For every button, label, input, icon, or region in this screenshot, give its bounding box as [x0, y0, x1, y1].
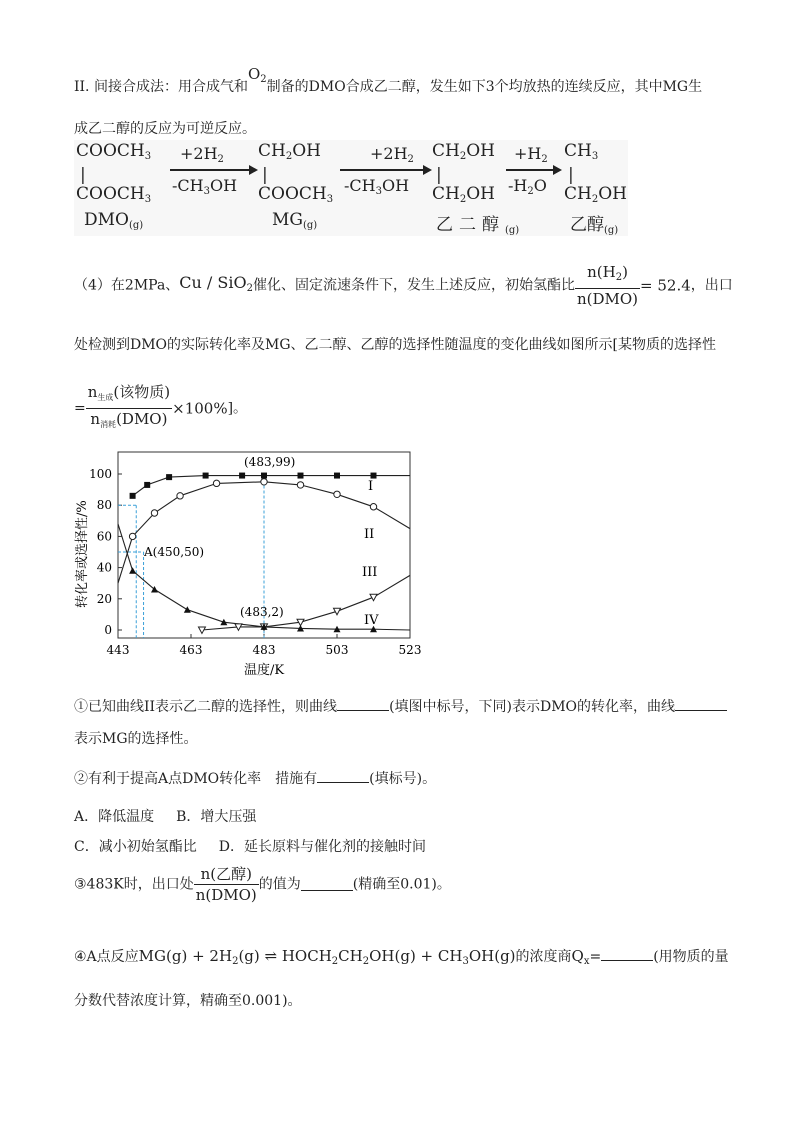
selectivity-chart — [72, 448, 422, 678]
x-tick-label: 443 — [106, 643, 130, 657]
eq-sub-ch3: 3 — [462, 956, 469, 967]
eq-part-b: (g) ⇌ HOCH — [238, 947, 332, 965]
q2-options-row1 — [74, 806, 256, 826]
marker-square — [130, 493, 136, 499]
marker-square — [144, 482, 150, 488]
marker-triangle-down — [370, 594, 377, 601]
label-ethanol — [570, 210, 618, 236]
selectivity-formula — [74, 382, 247, 435]
q4-blank[interactable] — [601, 948, 653, 961]
q1-text-a: ①已知曲线II表示乙二醇的选择性，则曲线 — [74, 699, 338, 715]
ethanol-dmo-ratio — [194, 864, 259, 905]
marker-circle — [261, 479, 267, 485]
intro-line1 — [74, 65, 703, 97]
marker-square — [166, 474, 172, 480]
y-tick-label: 60 — [96, 529, 112, 544]
q2-options-row2 — [74, 836, 426, 856]
arrow3-bot-text: -H — [508, 176, 528, 195]
arrow3-top-text: +H — [514, 144, 542, 163]
label-et-text: 乙醇 — [570, 215, 604, 235]
option-b[interactable]: B．增大压强 — [176, 809, 257, 825]
eg-bottom-ch: CH — [432, 184, 460, 204]
series-line-III — [202, 575, 410, 630]
arrow1-bot-text: -CH — [172, 176, 204, 195]
arrow2-top-sub: 2 — [407, 154, 414, 165]
axis-ticks — [89, 467, 421, 657]
q3-den: n(DMO) — [195, 886, 257, 904]
et-top-ch: CH — [564, 141, 592, 161]
q3-text-c: (精确至0.01)。 — [352, 876, 451, 893]
arrow2-top-text: +2H — [370, 144, 408, 163]
sel-mult: ×100% — [172, 399, 228, 418]
arrow1-top-sub: 2 — [217, 154, 224, 165]
label-mg-phase: (g) — [303, 220, 318, 231]
q4-line1 — [74, 262, 733, 309]
mg-structure: $CH_2OH$ | $COOCH_3$ — [258, 141, 334, 205]
q3-blank[interactable] — [301, 878, 353, 891]
y-tick-label: 20 — [96, 591, 112, 606]
y-tick-label: 80 — [96, 498, 112, 513]
intro-line2: 成乙二醇的反应为可逆反应。 — [74, 121, 256, 137]
marker-triangle-up — [129, 567, 136, 574]
label-eg-text: 乙二醇 — [436, 215, 505, 235]
ratio-num-tail: ) — [622, 263, 628, 281]
marker-square — [239, 473, 245, 479]
series-label-III: III — [362, 565, 378, 580]
arrow3-bot-tail: O — [533, 176, 547, 195]
arrow1-bottom-label — [172, 176, 237, 197]
x-tick-label: 503 — [325, 643, 349, 657]
mg-bottom-sub: 3 — [326, 194, 334, 205]
q1-blank-1[interactable] — [337, 698, 389, 711]
selectivity-fraction — [86, 382, 172, 435]
marker-circle — [297, 482, 303, 488]
q4-line2: 处检测到DMO的实际转化率及MG、乙二醇、乙醇的选择性随温度的变化曲线如图所示[某物质的选择性 — [74, 337, 717, 353]
mg-top-sub: 2 — [285, 151, 293, 162]
arrow2-bot-text: -CH — [344, 176, 376, 195]
q4-sub-line2: 分数代替浓度计算，精确至0.001)。 — [74, 993, 302, 1009]
q1-line1 — [74, 696, 727, 716]
option-c[interactable]: C．减小初始氢酯比 — [74, 839, 197, 855]
marker-square — [334, 473, 340, 479]
arrow1 — [170, 169, 256, 171]
q4-part1: （4）在2MPa、 — [74, 277, 180, 294]
label-dmo-phase: (g) — [128, 220, 144, 231]
x-tick-label: 483 — [252, 643, 276, 657]
marker-square — [371, 473, 377, 479]
dmo-top-sub: 3 — [144, 151, 152, 162]
q3-line — [74, 864, 451, 905]
q1-blank-2[interactable] — [675, 698, 727, 711]
y-axis-label: 转化率或选择性/% — [75, 500, 90, 608]
q2-text-a: ②有利于提高A点DMO转化率 — [74, 771, 262, 787]
sel-num-tail: (该物质) — [113, 383, 171, 401]
et-top-sub: 3 — [591, 151, 599, 162]
q2-blank[interactable] — [317, 770, 369, 783]
eq-sub-h2: 2 — [232, 956, 239, 967]
q3-text-a: ③483K时，出口处 — [74, 876, 194, 893]
q1-text-b: (填图中标号，下同)表示DMO的转化率，曲线 — [389, 699, 676, 715]
eq-sub-ch2-2: 2 — [362, 956, 370, 967]
mg-top-oh: OH — [292, 141, 321, 161]
q1-line2: 表示MG的选择性。 — [74, 731, 198, 747]
o2-formula — [248, 65, 267, 83]
q3-num: n(乙醇) — [194, 864, 259, 885]
dmo-bottom-sub: 3 — [144, 194, 152, 205]
eg-top-oh: OH — [466, 141, 495, 161]
marker-circle — [334, 491, 340, 497]
eg-bottom-oh: OH — [466, 184, 495, 204]
arrow1-bot-tail: OH — [209, 176, 238, 195]
q2-text-c: (填标号)。 — [369, 771, 437, 787]
catalyst-sub: 2 — [246, 282, 253, 294]
o2-symbol: O — [247, 65, 261, 83]
label-ethylene-glycol — [436, 210, 519, 236]
intro-text-b: 制备的DMO合成乙二醇，发生如下3个均放热的连续反应，其中MG生 — [266, 79, 703, 95]
dmo-top-group: COOCH — [76, 141, 145, 161]
dmo-bottom-group: COOCH — [76, 184, 145, 204]
q2-line — [74, 768, 436, 788]
marker-square — [203, 473, 209, 479]
qx-sub: x — [583, 956, 590, 967]
arrow3 — [506, 169, 560, 171]
q4-sub-text-a: ④A点反应 — [74, 949, 139, 965]
ratio-den: n(DMO) — [576, 290, 639, 308]
eq-part-c: CH — [338, 947, 363, 965]
series-label-II: II — [364, 527, 375, 542]
label-dmo-text: DMO — [84, 210, 129, 230]
option-a[interactable]: A．降低温度 — [74, 809, 155, 825]
o2-subscript: 2 — [260, 74, 267, 85]
q4-part3: ，出口 — [690, 277, 733, 294]
qx-symbol — [572, 947, 590, 965]
mg-top-ch: CH — [258, 141, 286, 161]
arrow2-bottom-label — [344, 176, 409, 197]
label-mg-text: MG — [272, 210, 303, 230]
catalyst-text: Cu / SiO — [179, 272, 247, 292]
ratio-num-sub: 2 — [615, 272, 623, 283]
et-bottom-oh: OH — [598, 184, 627, 204]
arrow2-bot-sub: 3 — [375, 186, 382, 197]
x-axis-label: 温度/K — [244, 663, 285, 678]
x-tick-label: 523 — [398, 643, 422, 657]
arrow2-top-label — [370, 144, 414, 165]
reaction-scheme — [74, 140, 628, 236]
eq-part-d: OH(g) + CH — [369, 947, 463, 965]
eq-part-e: OH(g) — [468, 947, 516, 965]
eg-top-sub: 2 — [459, 151, 467, 162]
marker-triangle-up — [184, 606, 191, 613]
mg-bottom-group: COOCH — [258, 184, 327, 204]
qx-eq: = — [589, 949, 602, 965]
marker-square — [298, 473, 304, 479]
y-tick-label: 0 — [104, 623, 112, 637]
series-label-I: I — [368, 479, 374, 494]
option-d[interactable]: D．延长原料与催化剂的接触时间 — [218, 839, 426, 855]
arrow3-top-label — [514, 144, 548, 165]
marker-circle — [213, 480, 219, 486]
q3-text-b: 的值为 — [258, 876, 301, 893]
x-tick-label: 463 — [179, 643, 203, 657]
marker-circle — [370, 504, 376, 510]
sel-den: n — [90, 410, 101, 428]
arrow2-bot-tail: OH — [381, 176, 410, 195]
marker-circle — [177, 493, 183, 499]
intro-text-a: II. 间接合成法：用合成气和 — [74, 79, 248, 95]
sel-num: n — [87, 383, 98, 401]
q4-sub-line1 — [74, 946, 729, 967]
catalyst — [179, 273, 253, 292]
sel-num-sub: 生成 — [97, 393, 114, 402]
ethylene-glycol-structure: $CH_2OH$ | $CH_2OH$ — [432, 141, 495, 205]
eq-part-a: MG(g) + 2H — [138, 947, 233, 965]
annotation-point-a: A(450,50) — [144, 545, 205, 559]
annotation-top: (483,99) — [244, 455, 296, 469]
arrow2 — [340, 169, 430, 171]
reaction-equation — [139, 947, 516, 965]
label-mg — [272, 210, 317, 231]
y-tick-label: 100 — [89, 467, 112, 481]
arrow1-top-label — [180, 144, 224, 165]
q2-text-b: 措施有 — [275, 771, 318, 787]
eg-bottom-sub: 2 — [459, 194, 467, 205]
arrow3-bottom-label — [508, 176, 547, 197]
arrow3-top-sub: 2 — [541, 154, 548, 165]
eq-sub-ch2-1: 2 — [331, 956, 339, 967]
marker-square — [261, 473, 267, 479]
label-dmo — [84, 210, 143, 231]
y-tick-label: 40 — [96, 560, 112, 575]
eg-top-ch: CH — [432, 141, 460, 161]
et-bottom-sub: 2 — [591, 194, 599, 205]
label-et-phase: (g) — [604, 225, 619, 236]
marker-circle — [151, 510, 157, 516]
annotation-bottom: (483,2) — [240, 605, 284, 619]
et-bottom-ch: CH — [564, 184, 592, 204]
ratio-num: n(H — [587, 263, 616, 281]
dmo-structure: $COOCH_3$ | $COOCH_3$ — [76, 141, 152, 205]
sel-den-sub: 消耗 — [100, 420, 117, 429]
series-label-IV: IV — [364, 613, 379, 628]
h2-dmo-ratio — [575, 262, 640, 309]
arrow1-bot-sub: 3 — [203, 186, 210, 197]
sel-end: ]。 — [227, 400, 248, 417]
ratio-value: = 52.4 — [640, 276, 691, 295]
arrow1-top-text: +2H — [180, 144, 218, 163]
q4-part2: 催化、固定流速条件下，发生上述反应，初始氢酯比 — [252, 277, 575, 294]
sel-eq: = — [74, 400, 86, 417]
ethanol-structure: $CH_3$ | $CH_2OH$ — [564, 141, 627, 205]
marker-circle — [129, 533, 135, 539]
q4-sub-text-b: 的浓度商 — [515, 949, 572, 965]
label-eg-phase: (g) — [505, 225, 520, 236]
arrow3-bot-sub: 2 — [527, 186, 534, 197]
q4-sub-text-c: (用物质的量 — [653, 949, 729, 965]
qx-q: Q — [571, 947, 584, 965]
sel-den-tail: (DMO) — [116, 410, 168, 428]
